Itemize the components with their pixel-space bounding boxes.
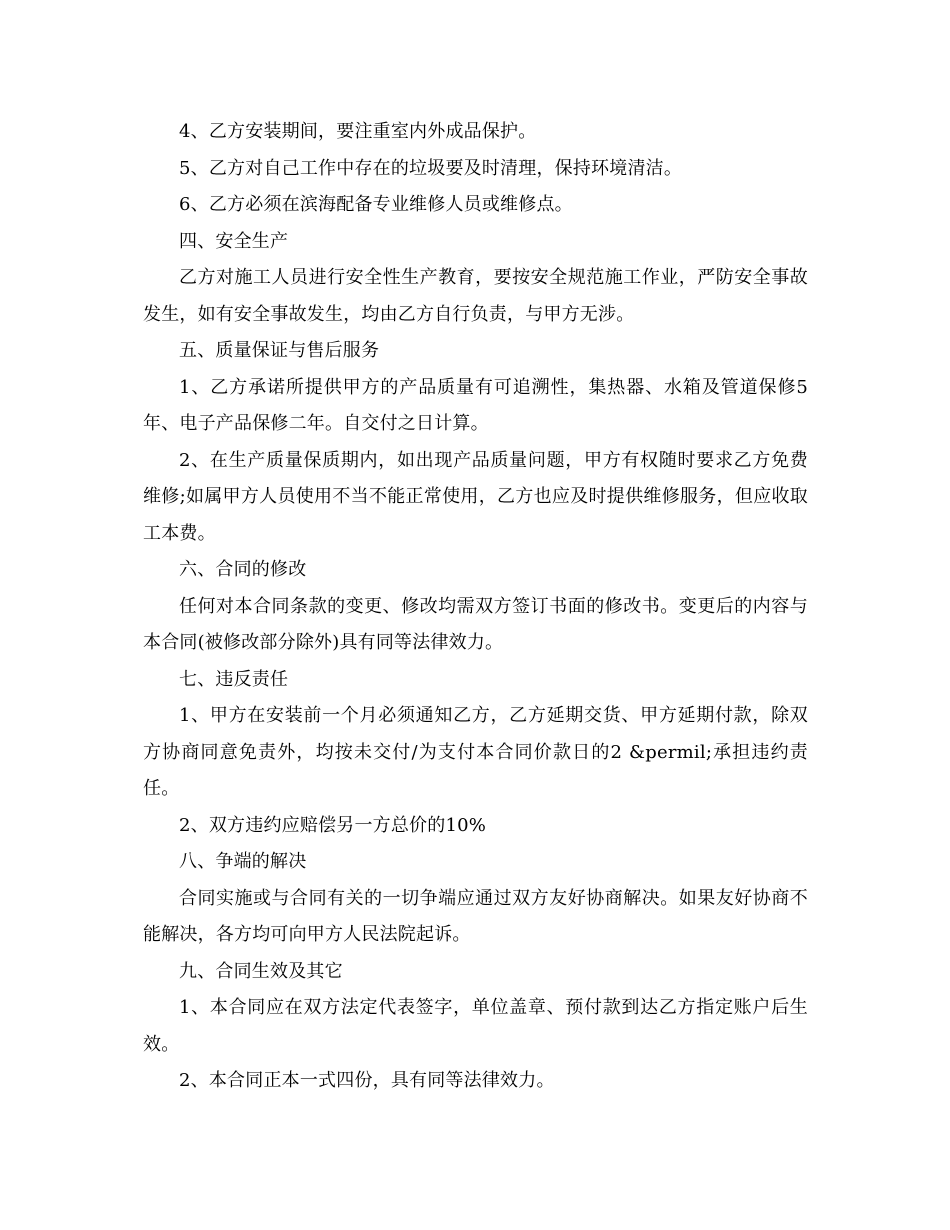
liability-clause-2: 2、双方违约应赔偿另一方总价的10% (179, 814, 487, 836)
section-heading-modification: 六、合同的修改 (179, 559, 307, 580)
modification-paragraph: 任何对本合同条款的变更、修改均需双方签订书面的修改书。变更后的内容与本合同(被修改部分除外)具有同等法律效力。 (143, 595, 808, 653)
quality-clause-1: 1、乙方承诺所提供甲方的产品质量有可追溯性，集热器、水箱及管道保修5年、电子产品保修二年。自交付之日计算。 (143, 376, 808, 434)
clause-5-cleaning: 5、乙方对自己工作中存在的垃圾要及时清理，保持环境清洁。 (179, 157, 683, 179)
clause-4-protection: 4、乙方安装期间，要注重室内外成品保护。 (179, 121, 537, 142)
section-heading-liability: 七、违反责任 (179, 668, 289, 690)
document-body (143, 114, 808, 1100)
section-heading-effectiveness: 九、合同生效及其它 (179, 960, 343, 982)
quality-clause-2: 2、在生产质量保质期内，如出现产品质量问题，甲方有权随时要求乙方免费维修;如属甲方人员使用不当不能正常使用，乙方也应及时提供维修服务，但应收取工本费。 (143, 449, 808, 544)
disputes-paragraph: 合同实施或与合同有关的一切争端应通过双方友好协商解决。如果友好协商不能解决，各方均可向甲方人民法院起诉。 (143, 887, 808, 945)
section-heading-safety: 四、安全生产 (179, 230, 289, 252)
liability-clause-1: 1、甲方在安装前一个月必须通知乙方，乙方延期交货、甲方延期付款，除双方协商同意免责外，均按未交付/为支付本合同价款日的2 &permil;承担违约责任。 (143, 705, 808, 799)
clause-6-maintenance: 6、乙方必须在滨海配备专业维修人员或维修点。 (179, 194, 573, 215)
section-heading-disputes: 八、争端的解决 (179, 851, 307, 872)
section-heading-quality: 五、质量保证与售后服务 (179, 340, 380, 361)
effectiveness-clause-1: 1、本合同应在双方法定代表签字，单位盖章、预付款到达乙方指定账户后生效。 (143, 997, 808, 1055)
safety-paragraph: 乙方对施工人员进行安全性生产教育，要按安全规范施工作业，严防安全事故发生，如有安全事故发生，均由乙方自行负责，与甲方无涉。 (143, 267, 808, 325)
effectiveness-clause-2: 2、本合同正本一式四份，具有同等法律效力。 (179, 1070, 555, 1091)
